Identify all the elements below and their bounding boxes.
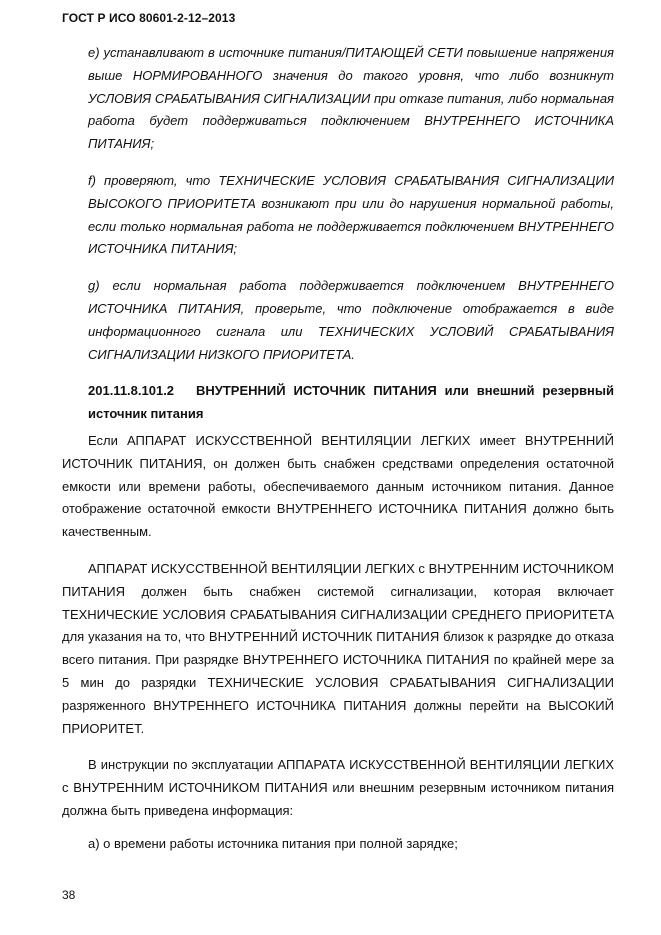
section-number: 201.11.8.101.2	[88, 383, 175, 399]
section-title: ВНУТРЕННИЙ ИСТОЧНИК ПИТАНИЯ или внешний резервный источник питания	[88, 383, 614, 422]
list-item-e: e) устанавливают в источнике питания/ПИТАЮЩЕЙ СЕТИ повышение напряжения выше НОРМИРОВАННОГО значения до такого уровня, что либо возникнут УСЛОВИЯ СРАБАТЫВАНИЯ СИГНАЛИЗАЦИИ при отказе питания, либо нормальная работа будет поддерживаться подключением ВНУТРЕННЕГО ИСТОЧНИКА ПИТАНИЯ;	[88, 45, 614, 152]
body-paragraph-1: Если АППАРАТ ИСКУССТВЕННОЙ ВЕНТИЛЯЦИИ ЛЕГКИХ имеет ВНУТРЕННИЙ ИСТОЧНИК ПИТАНИЯ, он должен быть снабжен средствами определения остаточной емкости или времени работы, обеспечиваемого данным источником питания. Данное отображение остаточной емкости ВНУТРЕННЕГО ИСТОЧНИКА ПИТАНИЯ должно быть качественным.	[62, 432, 614, 540]
document-header: ГОСТ Р ИСО 80601-2-12–2013	[62, 11, 236, 25]
section-heading	[62, 380, 614, 426]
page-number: 38	[62, 888, 76, 902]
list-item-a: а) о времени работы источника питания при полной зарядке;	[88, 835, 458, 851]
body-paragraph-2: АППАРАТ ИСКУССТВЕННОЙ ВЕНТИЛЯЦИИ ЛЕГКИХ с ВНУТРЕННИМ ИСТОЧНИКОМ ПИТАНИЯ должен быть снабжен системой сигнализации, которая включает ТЕХНИЧЕСКИЕ УСЛОВИЯ СРАБАТЫВАНИЯ СИГНАЛИЗАЦИИ СРЕДНЕГО ПРИОРИТЕТА для указания на то, что ВНУТРЕННИЙ ИСТОЧНИК ПИТАНИЯ близок к разрядке до отказа всего питания. При разрядке ВНУТРЕННЕГО ИСТОЧНИКА ПИТАНИЯ по крайней мере за 5 мин до разрядки ТЕХНИЧЕСКИЕ УСЛОВИЯ СРАБАТЫВАНИЯ СИГНАЛИЗАЦИИ разряженного ВНУТРЕННЕГО ИСТОЧНИКА ПИТАНИЯ должны перейти на ВЫСОКИЙ ПРИОРИТЕТ.	[62, 560, 614, 736]
list-item-g: g) если нормальная работа поддерживается подключением ВНУТРЕННЕГО ИСТОЧНИКА ПИТАНИЯ, проверьте, что подключение отображается в виде информационного сигнала или ТЕХНИЧЕСКИХ УСЛОВИЙ СРАБАТЫВАНИЯ СИГНАЛИЗАЦИИ НИЗКОГО ПРИОРИТЕТА.	[88, 278, 614, 362]
list-item-f: f) проверяют, что ТЕХНИЧЕСКИЕ УСЛОВИЯ СРАБАТЫВАНИЯ СИГНАЛИЗАЦИИ ВЫСОКОГО ПРИОРИТЕТА возникают при или до нарушения нормальной работы, если только нормальная работа не поддерживается подключением ВНУТРЕННЕГО ИСТОЧНИКА ПИТАНИЯ;	[88, 172, 614, 257]
body-paragraph-3: В инструкции по эксплуатации АППАРАТА ИСКУССТВЕННОЙ ВЕНТИЛЯЦИИ ЛЕГКИХ с ВНУТРЕННИМ ИСТОЧНИКОМ ПИТАНИЯ или внешним резервным источником питания должна быть приведена информация:	[62, 757, 614, 818]
page-content	[62, 42, 614, 856]
